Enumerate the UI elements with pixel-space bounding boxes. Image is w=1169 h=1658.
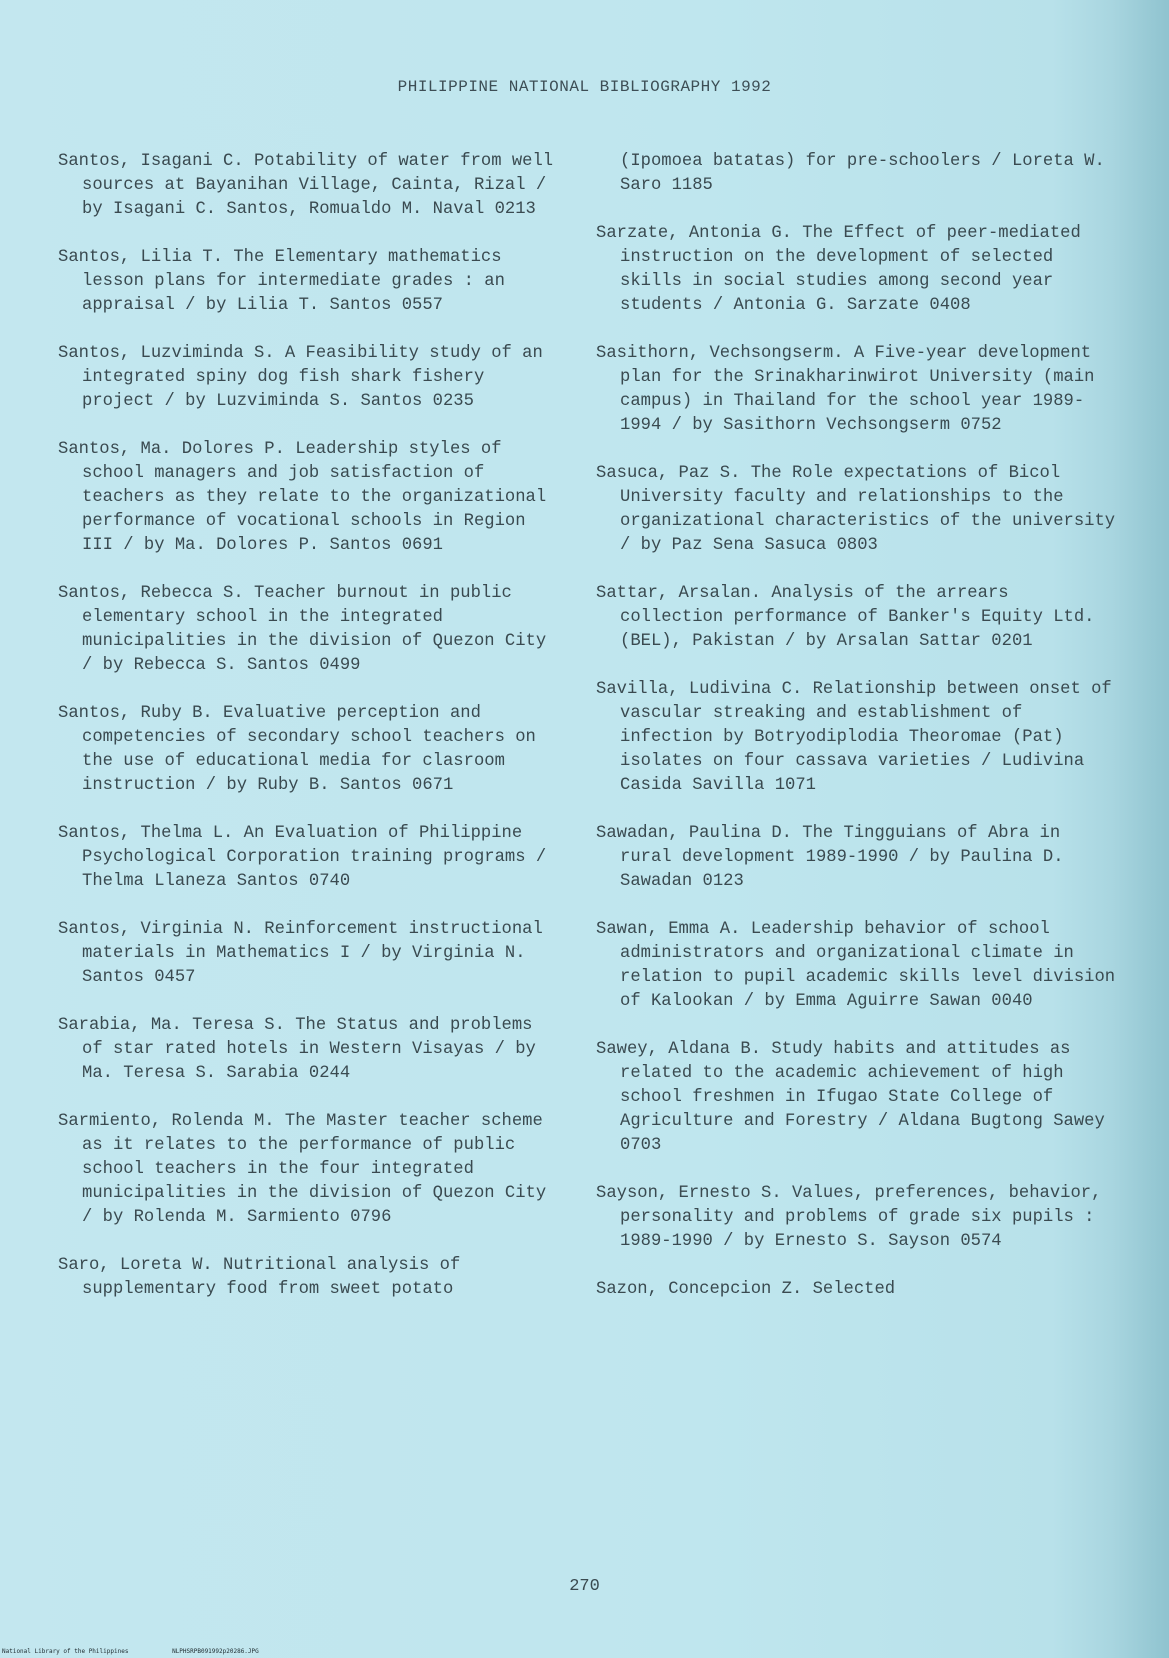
bibliography-entry: Sayson, Ernesto S. Values, preferences, behavior, personality and problems of grade six pupils : 1989-1990 / by Ernesto S. Sayson 0574 — [596, 1184, 1102, 1251]
bibliography-entry: Sawadan, Paulina D. The Tingguians of Abra in rural development 1989-1990 / by Paulina D. Sawadan 0123 — [596, 824, 1064, 891]
bibliography-entry: Santos, Luzviminda S. A Feasibility study of an integrated spiny dog fish shark fishery project / by Luzviminda S. Santos 0235 — [58, 344, 543, 411]
page-header: PHILIPPINE NATIONAL BIBLIOGRAPHY 1992 — [397, 78, 772, 96]
left-column — [58, 150, 558, 1326]
bibliography-entry: Santos, Lilia T. The Elementary mathematics lesson plans for intermediate grades : an appraisal / by Lilia T. Santos 0557 — [58, 248, 505, 315]
right-column — [596, 150, 1116, 1326]
bibliography-entry: Savilla, Ludivina C. Relationship between onset of vascular streaking and establishment of infection by Botryodiplodia Theoromae (Pat) isolates on four cassava varieties / Ludivina Casida Savilla 1071 — [596, 680, 1112, 795]
page-number: 270 — [569, 1577, 600, 1596]
bibliography-entry: Sazon, Concepcion Z. Selected — [596, 1280, 896, 1299]
scan-credit — [2, 1648, 259, 1655]
bibliography-entry: Santos, Thelma L. An Evaluation of Philippine Psychological Corporation training programs / Thelma Llaneza Santos 0740 — [58, 824, 547, 891]
bibliography-entry: Sasithorn, Vechsongserm. A Five-year development plan for the Srinakharinwirot University (main campus) in Thailand for the school year 1989-1994 / by Sasithorn Vechsongserm 0752 — [596, 344, 1095, 435]
bibliography-entry: Sawey, Aldana B. Study habits and attitudes as related to the academic achievement of high school freshmen in Ifugao State College of Agriculture and Forestry / Aldana Bugtong Sawey 0703 — [596, 1040, 1105, 1155]
bibliography-entry: Santos, Ruby B. Evaluative perception and competencies of secondary school teachers on the use of educational media for clasroom instruction / by Ruby B. Santos 0671 — [58, 704, 536, 795]
bibliography-entry: Sarabia, Ma. Teresa S. The Status and problems of star rated hotels in Western Visayas / by Ma. Teresa S. Sarabia 0244 — [58, 1016, 536, 1083]
bibliography-entry: Santos, Ma. Dolores P. Leadership styles of school managers and job satisfaction of teachers as they relate to the organizational performance of vocational schools in Region III / by Ma. Dolores P. Santos 0691 — [58, 440, 547, 555]
bibliography-entry: Sattar, Arsalan. Analysis of the arrears collection performance of Banker's Equity Ltd. (BEL), Pakistan / by Arsalan Sattar 0201 — [596, 584, 1095, 651]
bibliography-entry: Santos, Rebecca S. Teacher burnout in public elementary school in the integrated municipalities in the division of Quezon City / by Rebecca S. Santos 0499 — [58, 584, 547, 675]
credit-library: National Library of the Philippines — [2, 1648, 129, 1655]
credit-file: NLPHSRPB091992p20286.JPG — [172, 1648, 259, 1655]
bibliography-entry: Saro, Loreta W. Nutritional analysis of supplementary food from sweet potato — [58, 1256, 461, 1299]
bibliography-entry: Sasuca, Paz S. The Role expectations of Bicol University faculty and relationships to the organizational characteristics of the university / by Paz Sena Sasuca 0803 — [596, 464, 1116, 555]
bibliography-entry: Sarmiento, Rolenda M. The Master teacher scheme as it relates to the performance of public school teachers in the four integrated municipalities in the division of Quezon City / by Rolenda M. Sarmiento 0796 — [58, 1112, 547, 1227]
bibliography-entry-continuation: (Ipomoea batatas) for pre-schoolers / Loreta W. Saro 1185 — [620, 152, 1105, 195]
bibliography-entry: Santos, Isagani C. Potability of water from well sources at Bayanihan Village, Cainta, Rizal / by Isagani C. Santos, Romualdo M. Naval 0213 — [58, 152, 554, 219]
bibliography-entry: Sawan, Emma A. Leadership behavior of school administrators and organizational climate in relation to pupil academic skills level division of Kalookan / by Emma Aguirre Sawan 0040 — [596, 920, 1116, 1011]
bibliography-entry: Santos, Virginia N. Reinforcement instructional materials in Mathematics I / by Virginia N. Santos 0457 — [58, 920, 543, 987]
bibliography-entry: Sarzate, Antonia G. The Effect of peer-mediated instruction on the development of selected skills in social studies among second year students / Antonia G. Sarzate 0408 — [596, 224, 1081, 315]
